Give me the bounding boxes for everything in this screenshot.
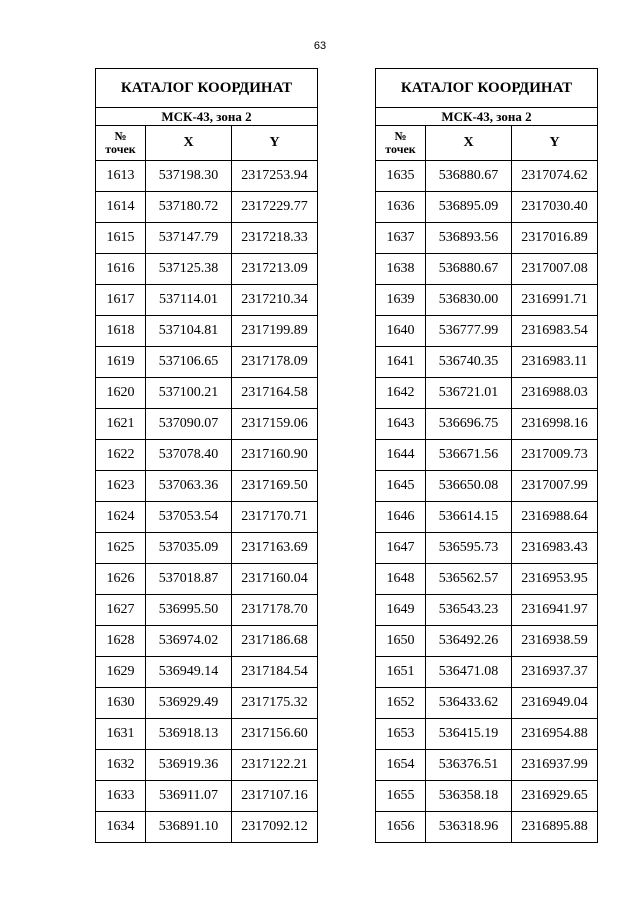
y-coordinate-cell: 2317229.77 [232,192,318,223]
y-coordinate-cell: 2317007.99 [512,471,598,502]
table-row [376,409,598,440]
table-row [96,409,318,440]
table-row [376,471,598,502]
point-number-header [96,126,146,161]
x-coordinate-cell: 536543.23 [426,595,512,626]
table-row [376,223,598,254]
y-coordinate-cell: 2317169.50 [232,471,318,502]
y-coordinate-cell: 2317159.06 [232,409,318,440]
point-number-cell: 1642 [376,378,426,409]
y-coordinate-cell: 2317186.68 [232,626,318,657]
x-coordinate-cell: 536891.10 [146,812,232,843]
y-coordinate-cell: 2317210.34 [232,285,318,316]
point-number-cell: 1629 [96,657,146,688]
y-coordinate-cell: 2317156.60 [232,719,318,750]
table-row [96,595,318,626]
y-coordinate-cell: 2316983.43 [512,533,598,564]
x-coordinate-cell: 536974.02 [146,626,232,657]
x-coordinate-cell: 536471.08 [426,657,512,688]
points-label: точек [385,142,416,156]
coordinate-system-subtitle: МСК-43, зона 2 [376,108,598,126]
x-coordinate-cell: 537100.21 [146,378,232,409]
point-number-cell: 1649 [376,595,426,626]
number-sign: № [394,129,407,143]
table-row [376,750,598,781]
x-coordinate-cell: 537018.87 [146,564,232,595]
point-number-cell: 1621 [96,409,146,440]
table-row [96,347,318,378]
y-coordinate-cell: 2316998.16 [512,409,598,440]
page-number: 63 [313,40,327,52]
x-coordinate-cell: 536318.96 [426,812,512,843]
x-coordinate-cell: 536995.50 [146,595,232,626]
x-coordinate-cell: 537106.65 [146,347,232,378]
point-number-cell: 1640 [376,316,426,347]
table-row [96,440,318,471]
x-coordinate-cell: 536895.09 [426,192,512,223]
point-number-cell: 1623 [96,471,146,502]
table-row [376,564,598,595]
table-row [376,161,598,192]
table-row [376,533,598,564]
table-row [96,657,318,688]
table-row [376,812,598,843]
table-row [376,657,598,688]
table-row [96,471,318,502]
x-coordinate-cell: 536696.75 [426,409,512,440]
table-row [96,626,318,657]
x-coordinate-cell: 536433.62 [426,688,512,719]
y-coordinate-cell: 2317016.89 [512,223,598,254]
coordinate-system-subtitle: МСК-43, зона 2 [96,108,318,126]
point-number-cell: 1653 [376,719,426,750]
x-coordinate-cell: 537147.79 [146,223,232,254]
point-number-cell: 1613 [96,161,146,192]
y-coordinate-cell: 2317009.73 [512,440,598,471]
y-coordinate-cell: 2316929.65 [512,781,598,812]
points-label: точек [105,142,136,156]
x-coordinate-cell: 536918.13 [146,719,232,750]
y-coordinate-cell: 2316988.64 [512,502,598,533]
table-row [376,378,598,409]
y-coordinate-cell: 2316991.71 [512,285,598,316]
y-coordinate-cell: 2317160.04 [232,564,318,595]
table-row [96,192,318,223]
y-coordinate-cell: 2317170.71 [232,502,318,533]
y-coordinate-cell: 2317163.69 [232,533,318,564]
y-coordinate-cell: 2317184.54 [232,657,318,688]
y-coordinate-cell: 2317178.09 [232,347,318,378]
point-number-cell: 1625 [96,533,146,564]
x-coordinate-cell: 536492.26 [426,626,512,657]
y-coordinate-cell: 2317030.40 [512,192,598,223]
point-number-header [376,126,426,161]
y-column-header: Y [512,126,598,161]
point-number-cell: 1636 [376,192,426,223]
y-coordinate-cell: 2316953.95 [512,564,598,595]
x-coordinate-cell: 536880.67 [426,161,512,192]
table-row [376,192,598,223]
point-number-cell: 1618 [96,316,146,347]
point-number-cell: 1620 [96,378,146,409]
point-number-cell: 1639 [376,285,426,316]
x-coordinate-cell: 537180.72 [146,192,232,223]
y-coordinate-cell: 2317107.16 [232,781,318,812]
point-number-cell: 1619 [96,347,146,378]
x-coordinate-cell: 537125.38 [146,254,232,285]
y-coordinate-cell: 2317253.94 [232,161,318,192]
y-coordinate-cell: 2317213.09 [232,254,318,285]
point-number-cell: 1627 [96,595,146,626]
x-coordinate-cell: 536919.36 [146,750,232,781]
table-row [96,564,318,595]
x-coordinate-cell: 537053.54 [146,502,232,533]
point-number-cell: 1635 [376,161,426,192]
table-row [96,533,318,564]
point-number-cell: 1632 [96,750,146,781]
y-column-header: Y [232,126,318,161]
y-coordinate-cell: 2317074.62 [512,161,598,192]
point-number-cell: 1614 [96,192,146,223]
x-coordinate-cell: 536929.49 [146,688,232,719]
point-number-cell: 1616 [96,254,146,285]
coordinate-catalog-table [95,68,318,843]
y-coordinate-cell: 2317199.89 [232,316,318,347]
point-number-cell: 1647 [376,533,426,564]
y-coordinate-cell: 2317007.08 [512,254,598,285]
point-number-cell: 1631 [96,719,146,750]
point-number-cell: 1630 [96,688,146,719]
point-number-cell: 1651 [376,657,426,688]
x-coordinate-cell: 537035.09 [146,533,232,564]
point-number-cell: 1645 [376,471,426,502]
point-number-cell: 1646 [376,502,426,533]
point-number-cell: 1624 [96,502,146,533]
table-row [376,781,598,812]
x-coordinate-cell: 536911.07 [146,781,232,812]
x-coordinate-cell: 537063.36 [146,471,232,502]
table-row [96,688,318,719]
x-coordinate-cell: 536740.35 [426,347,512,378]
y-coordinate-cell: 2316954.88 [512,719,598,750]
x-coordinate-cell: 536595.73 [426,533,512,564]
point-number-cell: 1656 [376,812,426,843]
table-row [376,440,598,471]
x-coordinate-cell: 536949.14 [146,657,232,688]
x-coordinate-cell: 536376.51 [426,750,512,781]
point-number-cell: 1644 [376,440,426,471]
point-number-cell: 1622 [96,440,146,471]
catalog-title: КАТАЛОГ КООРДИНАТ [376,69,598,108]
catalog-title: КАТАЛОГ КООРДИНАТ [96,69,318,108]
y-coordinate-cell: 2317175.32 [232,688,318,719]
point-number-cell: 1615 [96,223,146,254]
table-row [96,812,318,843]
y-coordinate-cell: 2316983.54 [512,316,598,347]
point-number-cell: 1628 [96,626,146,657]
x-coordinate-cell: 536562.57 [426,564,512,595]
table-row [376,595,598,626]
y-coordinate-cell: 2316949.04 [512,688,598,719]
x-column-header: X [426,126,512,161]
point-number-cell: 1633 [96,781,146,812]
table-row [376,502,598,533]
x-coordinate-cell: 536830.00 [426,285,512,316]
y-coordinate-cell: 2316937.37 [512,657,598,688]
x-coordinate-cell: 536671.56 [426,440,512,471]
point-number-cell: 1617 [96,285,146,316]
point-number-cell: 1655 [376,781,426,812]
table-row [376,626,598,657]
x-coordinate-cell: 536415.19 [426,719,512,750]
number-sign: № [114,129,127,143]
x-coordinate-cell: 536721.01 [426,378,512,409]
table-row [96,285,318,316]
x-coordinate-cell: 536650.08 [426,471,512,502]
table-row [96,719,318,750]
table-row [96,161,318,192]
x-coordinate-cell: 537104.81 [146,316,232,347]
y-coordinate-cell: 2316988.03 [512,378,598,409]
table-row [376,285,598,316]
x-coordinate-cell: 536358.18 [426,781,512,812]
x-coordinate-cell: 537198.30 [146,161,232,192]
table-row [96,750,318,781]
x-coordinate-cell: 536614.15 [426,502,512,533]
point-number-cell: 1626 [96,564,146,595]
y-coordinate-cell: 2316938.59 [512,626,598,657]
y-coordinate-cell: 2317178.70 [232,595,318,626]
y-coordinate-cell: 2317092.12 [232,812,318,843]
point-number-cell: 1654 [376,750,426,781]
point-number-cell: 1634 [96,812,146,843]
x-coordinate-cell: 537090.07 [146,409,232,440]
y-coordinate-cell: 2317218.33 [232,223,318,254]
point-number-cell: 1638 [376,254,426,285]
table-row [376,316,598,347]
point-number-cell: 1652 [376,688,426,719]
table-row [96,781,318,812]
table-row [96,378,318,409]
x-coordinate-cell: 537114.01 [146,285,232,316]
y-coordinate-cell: 2317164.58 [232,378,318,409]
table-row [96,254,318,285]
table-row [96,223,318,254]
table-row [376,347,598,378]
point-number-cell: 1650 [376,626,426,657]
table-row [376,688,598,719]
table-row [96,316,318,347]
table-row [376,254,598,285]
y-coordinate-cell: 2316937.99 [512,750,598,781]
y-coordinate-cell: 2316895.88 [512,812,598,843]
y-coordinate-cell: 2316941.97 [512,595,598,626]
y-coordinate-cell: 2317160.90 [232,440,318,471]
point-number-cell: 1637 [376,223,426,254]
x-coordinate-cell: 536893.56 [426,223,512,254]
table-row [376,719,598,750]
x-coordinate-cell: 536880.67 [426,254,512,285]
point-number-cell: 1643 [376,409,426,440]
y-coordinate-cell: 2317122.21 [232,750,318,781]
table-row [96,502,318,533]
x-column-header: X [146,126,232,161]
point-number-cell: 1641 [376,347,426,378]
y-coordinate-cell: 2316983.11 [512,347,598,378]
point-number-cell: 1648 [376,564,426,595]
coordinate-catalog-table [375,68,598,843]
x-coordinate-cell: 537078.40 [146,440,232,471]
x-coordinate-cell: 536777.99 [426,316,512,347]
